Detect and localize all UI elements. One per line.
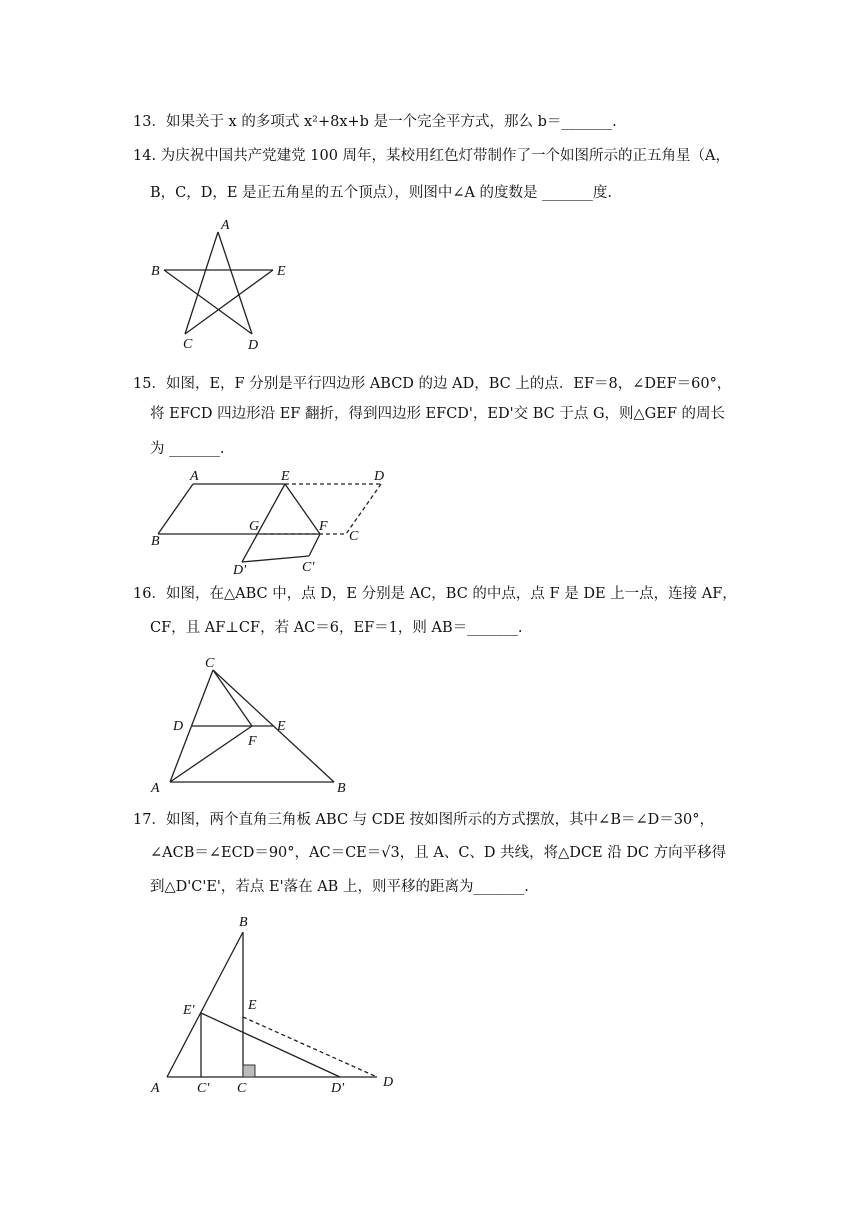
label-D: D bbox=[173, 719, 184, 734]
label-D-prime: D' bbox=[233, 563, 247, 577]
label-D: D bbox=[374, 469, 385, 484]
label-C: C bbox=[237, 1081, 247, 1096]
label-A: A bbox=[221, 218, 230, 233]
right-angle-marker bbox=[243, 1065, 255, 1077]
problem-17-line-1: 17．如图，两个直角三角板 ABC 与 CDE 按如图所示的方式摆放，其中∠B＝∠D＝30°， bbox=[133, 812, 714, 828]
problem-14-line-2: B，C，D，E 是正五角星的五个顶点），则图中∠A 的度数是 _______度. bbox=[150, 185, 613, 201]
label-F: F bbox=[248, 734, 257, 749]
label-E: E bbox=[248, 998, 257, 1013]
problem-15-line-2: 将 EFCD 四边形沿 EF 翻折，得到四边形 EFCD'，ED'交 BC 于点 G，则△GEF 的周长 bbox=[150, 406, 726, 422]
label-F: F bbox=[319, 519, 328, 534]
label-A: A bbox=[190, 469, 199, 484]
label-C-prime: C' bbox=[302, 560, 315, 575]
label-C-prime: C' bbox=[197, 1081, 210, 1096]
problem-16-line-2: CF，且 AF⊥CF，若 AC＝6，EF＝1，则 AB＝_______. bbox=[150, 620, 523, 636]
problem-14-line-1: 14. 为庆祝中国共产党建党 100 周年，某校用红色灯带制作了一个如图所示的正五角星（A， bbox=[133, 148, 731, 164]
label-D: D bbox=[248, 338, 259, 353]
label-B: B bbox=[239, 915, 248, 930]
label-D-prime: D' bbox=[331, 1081, 345, 1096]
label-G: G bbox=[249, 519, 260, 534]
label-B: B bbox=[337, 781, 346, 795]
label-C: C bbox=[205, 656, 215, 671]
problem-17-line-3: 到△D'C'E'，若点 E'落在 AB 上，则平移的距离为_______. bbox=[150, 879, 529, 895]
problem-15-line-3: 为 _______. bbox=[150, 441, 225, 457]
label-E: E bbox=[277, 264, 286, 279]
label-D: D bbox=[383, 1075, 394, 1090]
label-C: C bbox=[183, 337, 193, 352]
label-A: A bbox=[151, 781, 160, 795]
pentagram-lines bbox=[164, 232, 273, 334]
label-C: C bbox=[349, 529, 359, 544]
pentagram-figure bbox=[145, 215, 305, 355]
problem-16-line-1: 16．如图，在△ABC 中，点 D，E 分别是 AC，BC 的中点，点 F 是 DE 上一点，连接 AF， bbox=[133, 586, 737, 602]
parallelogram-figure bbox=[145, 462, 405, 577]
triangle-translation-figure bbox=[145, 910, 405, 1100]
problem-13-line-1: 13．如果关于 x 的多项式 x²+8x+b 是一个完全平方式，那么 b＝_______. bbox=[133, 114, 617, 130]
problem-17-line-2: ∠ACB＝∠ECD＝90°，AC＝CE＝√3，且 A、C、D 共线，将△DCE 沿 DC 方向平移得 bbox=[150, 845, 727, 861]
label-E: E bbox=[277, 719, 286, 734]
label-A: A bbox=[151, 1081, 160, 1096]
label-B: B bbox=[151, 264, 160, 279]
label-E-prime: E' bbox=[183, 1003, 195, 1018]
label-B: B bbox=[151, 534, 160, 549]
triangle-midpoint-figure bbox=[145, 650, 360, 795]
label-E: E bbox=[281, 469, 290, 484]
problem-15-line-1: 15．如图，E，F 分别是平行四边形 ABCD 的边 AD，BC 上的点．EF＝8，∠DEF＝60°， bbox=[133, 376, 732, 392]
